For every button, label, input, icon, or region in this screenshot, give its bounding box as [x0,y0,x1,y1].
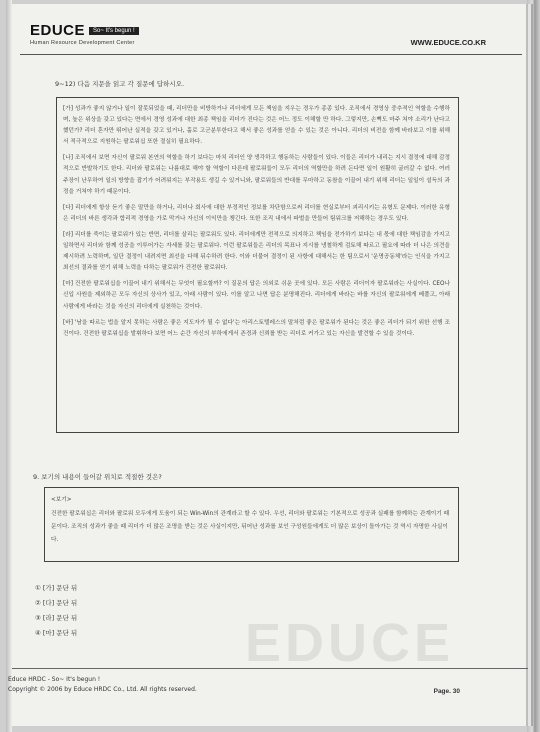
bogi-text: 건전한 팔로워십은 리더와 팔로워 모두에게 도움이 되는 Win-Win의 관계라고 할 수 있다. 우선, 리더와 팔로워는 기본적으로 성공과 실패를 함께하는 관계이기 때문이다. 조직의 성과가 좋을 때 리더가 더 많은 조명을 받는 것은 사실이지만, 뒤어난 성과를 보인 구성원들에게도 더 많은 보상이 돌아가는 것 역시 자명한 사실이다. [51,511,450,543]
bogi-title: <보기> [51,497,72,503]
footer-divider [12,668,528,669]
educe-logo [30,22,139,39]
page-fold-shadow [6,0,12,732]
instruction-text: 9~12) 다음 지문을 읽고 각 질문에 답하시오. [55,80,185,88]
paragraph-ga: [가] 성과가 좋지 않거나 일이 잘못되었을 때, 리더만을 비방하거나 리더에게 모든 책임을 지우는 경우가 종종 있다. 조직에서 경영상 중추적인 역할을 수행하며, 높은 위상을 갖고 있다는 면에서 경영 성과에 대한 최종 책임을 리더가 진다는 것은 어느 정도 이해할 만 하다. 그렇지만, 손뼉도 마주 쳐야 소리가 난다고 했던가? 리더 혼자만 뛰어난 실적을 갖고 있거나, 홀로 고군분투한다고 해서 좋은 성과를 얻을 수 있는 것은 아니다. 리더의 비전을 함께 바라보고 이를 위해서 적극적으로 지원하는 팔로워십 또한 절실히 필요하다. [63,106,450,146]
footer-slogan: Educe HRDC - So~ It's begun ! [8,676,101,683]
paragraph-ra: [라] 리더를 죽이는 팔로워가 있는 반면, 리더를 살리는 팔로워도 있다. 리더에게만 전적으로 의지하고 책임을 전가하기 보다는 내 몫에 대한 책임감을 가지고 일하면서 리더와 함께 성공을 이루어가는 자세를 갖는 팔로워다. 이런 팔로워들은 리더의 목표나 지시를 냉철하게 검토해 따르고 필요에 따라 더 나은 의견을 제시하려 노력하며, 일단 결정이 내려지면 최선을 다해 뒤수하려 한다. 이와 더불어 결정이 된 사항에 대해서는 한 팀으로서 '운명공동체'라는 인식을 가지고 최선의 결과를 얻기 위해 노력을 다하는 팔로워가 건전한 팔로워다. [63,231,450,272]
question-9: 9. 보기의 내용이 들어갈 위치로 적절한 것은? [33,473,162,481]
educe-watermark: EDUCE [245,613,455,673]
option-1[interactable]: ① [가] 문단 뒤 [35,584,78,592]
option-2[interactable]: ② [다] 문단 뒤 [35,599,78,607]
answer-options [35,581,77,641]
logo-subtitle: Human Resource Development Center [30,40,135,46]
paragraph-da: [다] 리더에게 항상 듣기 좋은 말만을 하거나, 리더나 회사에 대한 부정적인 정보를 차단함으로써 리더를 현실로부터 괴리시키는 유형도 문제다. 이러한 유형은 리더의 바른 생각과 합리적 경영을 가로 막거나 자신의 이익만을 챙긴다. 또한 조직 내에서 파벌을 만들어 팀워크를 저해하는 경우도 있다. [63,204,450,222]
paragraph-ba: [바] '남을 따르는 법을 알지 못하는 사람은 좋은 지도자가 될 수 없다'는 아리스토텔레스의 말처럼 좋은 팔로워가 된다는 것은 좋은 리더가 되기 위한 선행 조건이다. 건전한 팔로워십을 발휘하다 보면 어느 순간 자신의 부하에게서 존경과 신뢰를 받는 리더로 커가고 있는 자신을 발견할 수 있을 것이다. [63,319,450,337]
paragraph-na: [나] 조직에서 보면 자신이 팔로워 본연의 역할을 하기 보다는 마치 리더인 양 생각하고 행동하는 사람들이 있다. 이들은 리더가 내리는 지시 결정에 대해 감정적으로 반발하기도 한다. 리더와 팔로워는 나름대로 해야 할 역할이 다른데 팔로워들이 모두 리더의 역할만을 하려 든다면 일이 원활히 굴러갈 수 없다. 여러 주장이 난무하여 일의 방향을 잡기가 어려워지는 부작용도 생길 수 있거니와, 팔로워들의 반대를 무마하고 동참을 이끌어 내기 위해 리더는 일일이 설득의 과정을 거쳐야 하기 때문이다. [63,155,450,195]
logo-text: EDUCE [30,22,86,39]
reading-passage [56,97,459,433]
page-stack-edge [527,0,540,732]
bogi-box [44,487,459,562]
option-4[interactable]: ④ [마] 문단 뒤 [35,629,78,637]
paragraph-ma: [마] 건전한 팔로워십을 이끌어 내기 위해서는 무엇이 필요할까? 이 질문의 답은 의외로 쉬운 곳에 있다. 모든 사람은 리더이자 팔로워라는 사실이다. CEO나 신입 사원을 제외하곤 모두 자신의 상사가 있고, 아래 사람이 있다. 이를 알고 나면 답은 분명해진다. 리더에게 바라는 바를 자신의 팔로워에게 베풀고, 아래 사람에게 바라는 것을 자신의 리더에게 실천하는 것이다. [63,281,450,310]
option-3[interactable]: ③ [라] 문단 뒤 [35,614,78,622]
footer-copyright: Copyright © 2006 by Educe HRDC Co., Ltd. All rights reserved. [8,686,197,693]
page-number: Page. 30 [433,688,460,695]
logo-tagline: So~ It's begun ! [89,27,139,35]
header-url: WWW.EDUCE.CO.KR [410,38,486,47]
